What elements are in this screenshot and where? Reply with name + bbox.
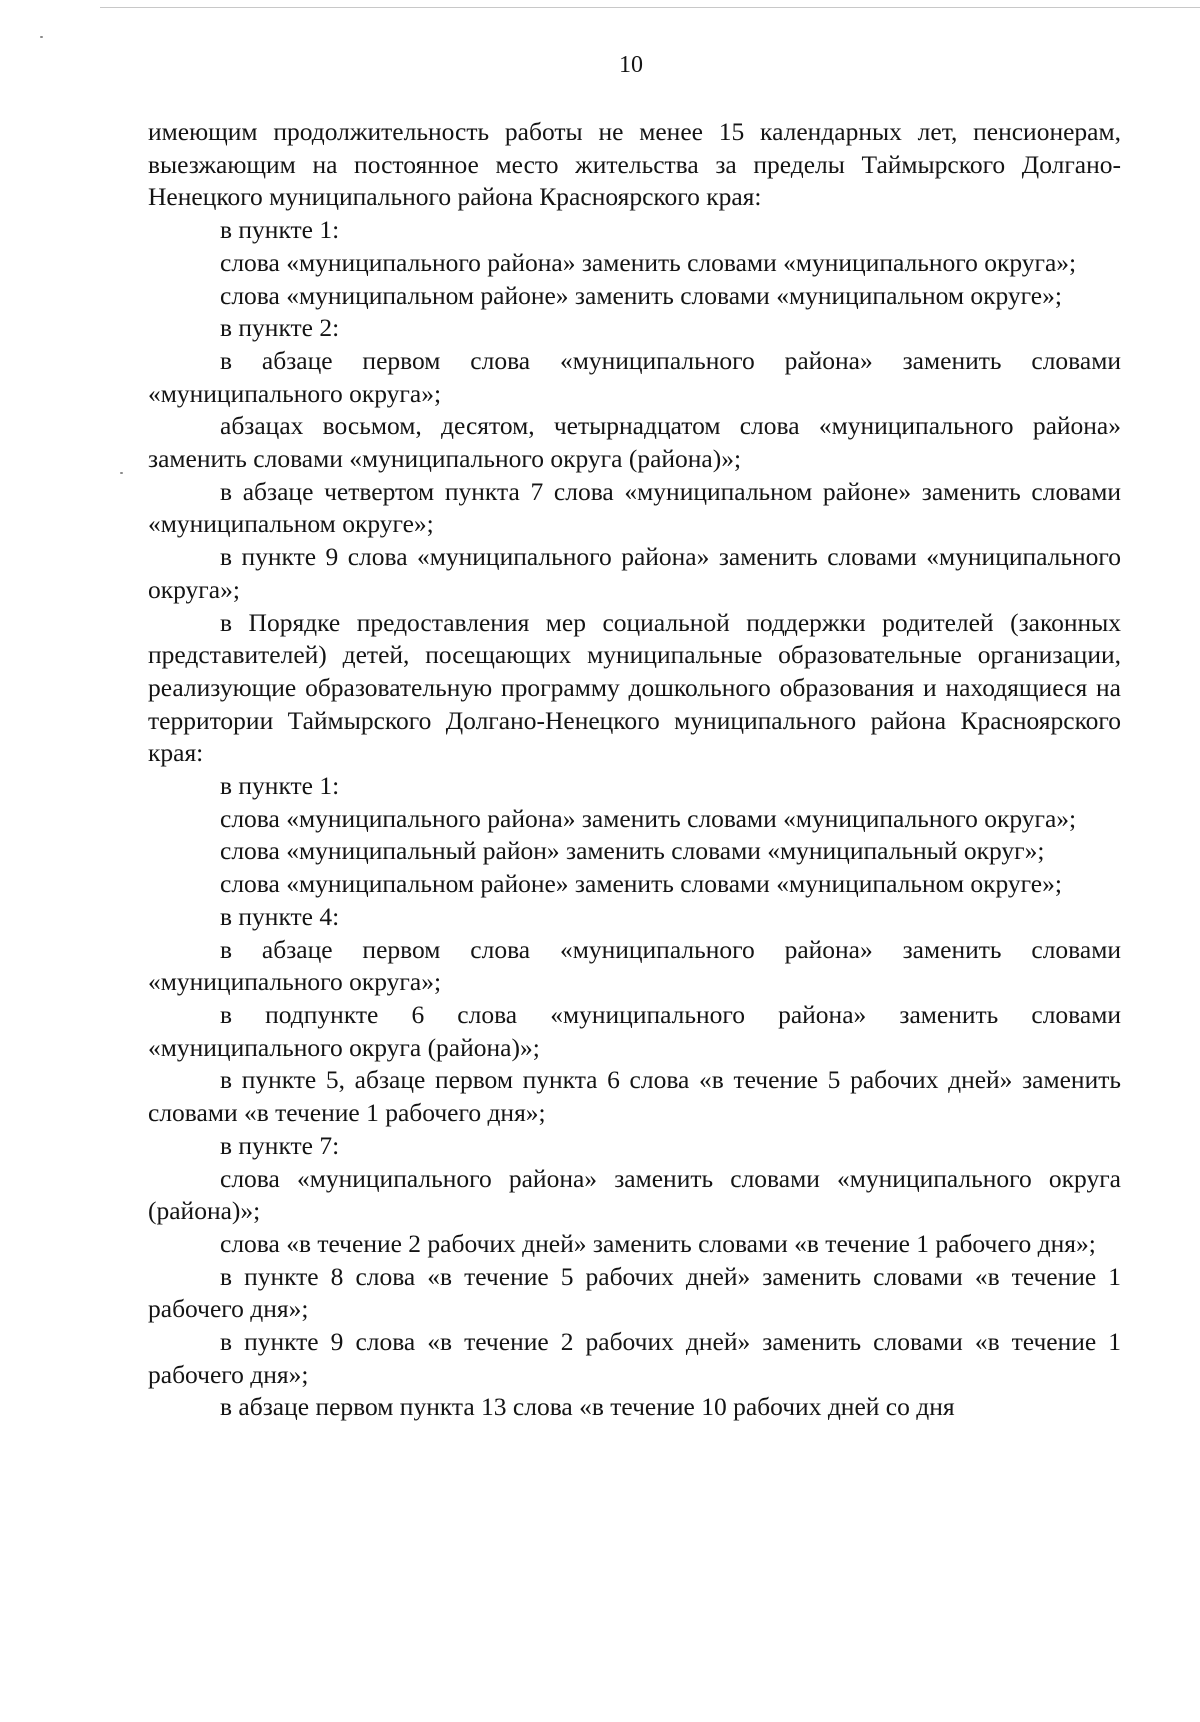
scan-speck: [120, 472, 123, 474]
paragraph: в Порядке предоставления мер социальной поддержки родителей (законных представителей) детей, посещающих муниципальные образовательные организации, реализующие образовательную программу дошкольного образования и находящиеся на территории Таймырского Долгано-Ненецкого муниципального района Красноярского края:: [148, 607, 1121, 768]
paragraph: в пункте 5, абзаце первом пункта 6 слова «в течение 5 рабочих дней» заменить словами «в течение 1 рабочего дня»;: [148, 1065, 1121, 1128]
paragraph: в абзаце первом пункта 13 слова «в течение 10 рабочих дней со дня: [220, 1392, 955, 1422]
paragraph: в подпункте 6 слова «муниципального района» заменить словами «муниципального округа (района)»;: [148, 999, 1121, 1062]
paragraph: в абзаце первом слова «муниципального района» заменить словами «муниципального округа»;: [148, 345, 1121, 408]
paragraph: в абзаце первом слова «муниципального района» заменить словами «муниципального округа»;: [148, 934, 1121, 997]
paragraph: в пункте 8 слова «в течение 5 рабочих дней» заменить словами «в течение 1 рабочего дня»;: [148, 1261, 1121, 1324]
paragraph: в абзаце четвертом пункта 7 слова «муниципальном районе» заменить словами «муниципальном округе»;: [148, 476, 1121, 539]
paragraph: в пункте 1:: [220, 771, 340, 801]
paragraph: имеющим продолжительность работы не менее 15 календарных лет, пенсионерам, выезжающим на постоянное место жительства за пределы Таймырского Долгано-Ненецкого муниципального района Красноярского края:: [148, 117, 1121, 212]
paragraph: в пункте 7:: [220, 1130, 340, 1160]
paragraph: слова «муниципальном районе» заменить словами «муниципальном округе»;: [220, 869, 1062, 899]
paragraph: слова «муниципальный район» заменить словами «муниципальный округ»;: [220, 836, 1045, 866]
paragraph: слова «муниципальном районе» заменить словами «муниципальном округе»;: [220, 280, 1062, 310]
paragraph: в пункте 9 слова «муниципального района» заменить словами «муниципального округа»;: [148, 542, 1121, 604]
paragraph: слова «муниципального района» заменить словами «муниципального округа»;: [220, 803, 1077, 833]
paragraph: слова «муниципального района» заменить словами «муниципального округа»;: [220, 247, 1077, 277]
document-body: [148, 116, 1121, 1424]
paragraph: в пункте 1:: [220, 215, 340, 245]
scan-speck: [40, 36, 43, 38]
paragraph: в пункте 9 слова «в течение 2 рабочих дней» заменить словами «в течение 1 рабочего дня»;: [148, 1327, 1121, 1389]
page-number: 10: [619, 52, 643, 78]
scan-edge-line: [100, 7, 1200, 8]
paragraph: в пункте 4:: [220, 901, 340, 931]
paragraph: слова «муниципального района» заменить словами «муниципального округа (района)»;: [148, 1163, 1121, 1226]
paragraph: в пункте 2:: [220, 313, 340, 343]
paragraph: абзацах восьмом, десятом, четырнадцатом слова «муниципального района» заменить словами «муниципального округа (района)»;: [148, 411, 1121, 474]
paragraph: слова «в течение 2 рабочих дней» заменить словами «в течение 1 рабочего дня»;: [220, 1228, 1096, 1258]
